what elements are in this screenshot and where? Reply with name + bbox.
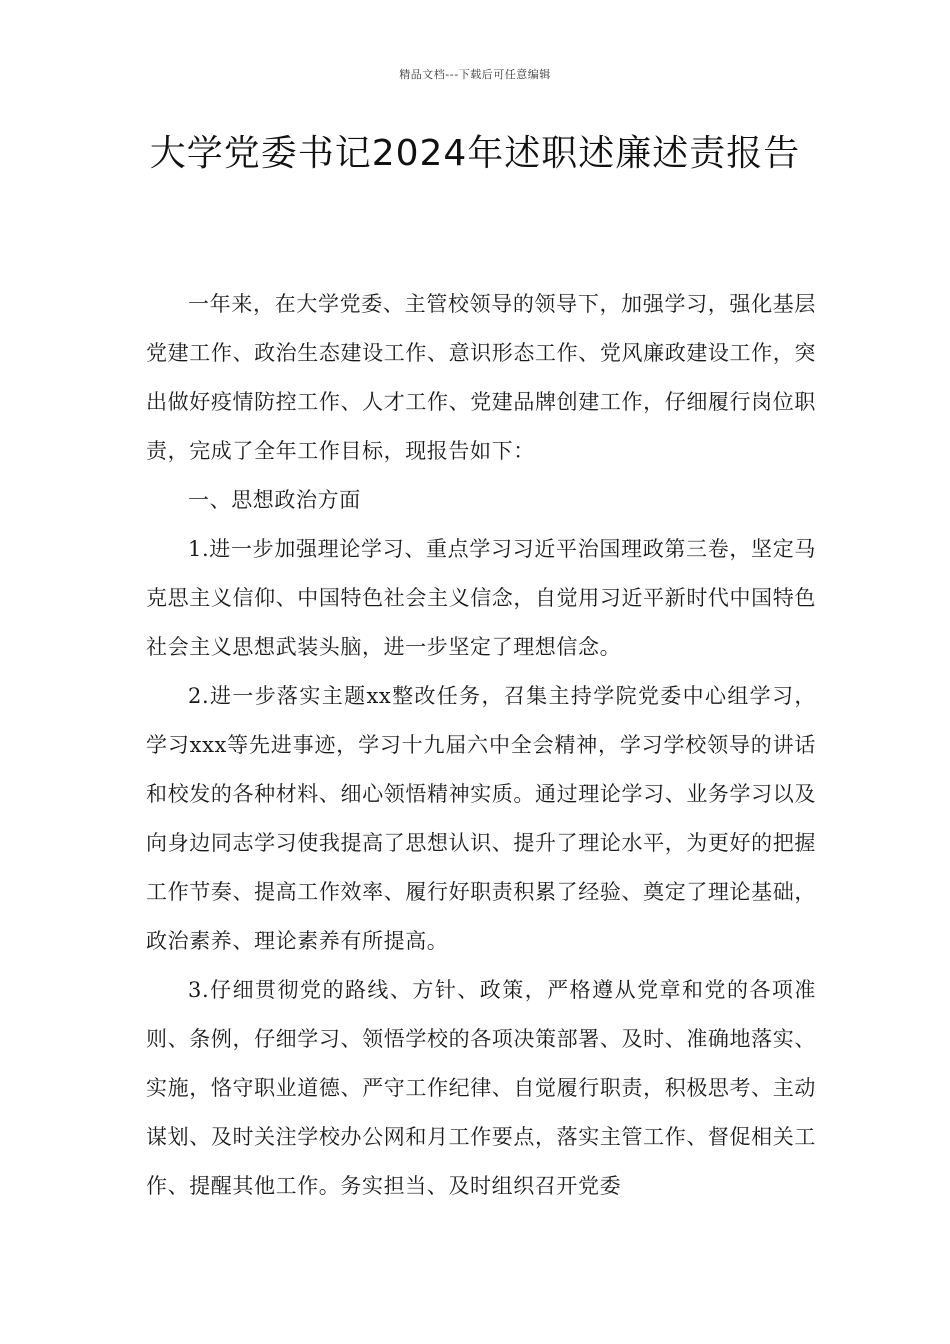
paragraph-item-1: 1.进一步加强理论学习、重点学习习近平治国理政第三卷，坚定马克思主义信仰、中国特色社会主义信念，自觉用习近平新时代中国特色社会主义思想武装头脑，进一步坚定了理想信念。 bbox=[146, 537, 816, 659]
header-note: 精品文档---下载后可任意编辑 bbox=[399, 68, 551, 81]
paragraph-item-2: 2.进一步落实主题xx整改任务，召集主持学院党委中心组学习，学习xxx等先进事迹，学习十九届六中全会精神，学习学校领导的讲话和校发的各种材料、细心领悟精神实质。通过理论学习、业务学习以及向身边同志学习使我提高了思想认识、提升了理论水平，为更好的把握工作节奏、提高工作效率、履行好职责积累了经验、奠定了理论基础，政治素养、理论素养有所提高。 bbox=[146, 684, 816, 953]
paragraph-item-3: 3.仔细贯彻党的路线、方针、政策，严格遵从党章和党的各项准则、条例，仔细学习、领悟学校的各项决策部署、及时、准确地落实、实施，恪守职业道德、严守工作纪律、自觉履行职责，积极思考、主动谋划、及时关注学校办公网和月工作要点，落实主管工作、督促相关工作、提醒其他工作。务实担当、及时组织召开党委 bbox=[146, 978, 816, 1198]
paragraph-intro: 一年来，在大学党委、主管校领导的领导下，加强学习，强化基层党建工作、政治生态建设工作、意识形态工作、党风廉政建设工作，突出做好疫情防控工作、人才工作、党建品牌创建工作，仔细履行岗位职责，完成了全年工作目标，现报告如下： bbox=[146, 292, 816, 463]
document-title: 大学党委书记2024年述职述廉述责报告 bbox=[149, 133, 801, 174]
document-body bbox=[146, 280, 816, 1211]
section-heading: 一、思想政治方面 bbox=[188, 488, 361, 512]
